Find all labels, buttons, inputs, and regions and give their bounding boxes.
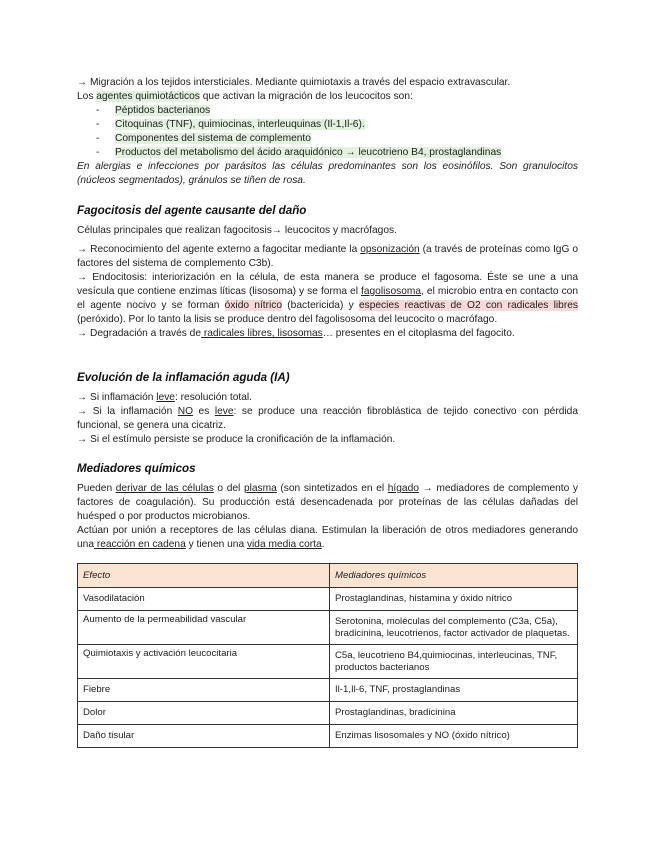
allergy-note: En alergias e infecciones por parásitos las células predominantes son los eosinófilos. Son granulocitos (núcleos segmentados), gránulos se tiñen de rosa. [77,161,578,186]
phago-endocytosis: → Endocitosis: interiorización en la célula, de esta manera se produce el fagosoma. Éste se une a una vesícula que contiene enzimas líticas (lisosoma) y se forma el fagolisosoma, el microbio entra en contacto con el agente nocivo y se forman óxido nítrico (bactericida) y especies reactivas de O2 con radicales libres (peróxido). Por lo tanto la lisis se produce dentro del fagolisosoma del leucocito o macrófago. [77,272,578,325]
phago-recognition: → Reconocimiento del agente externo a fagocitar mediante la opsonización (a través de proteínas como IgG o factores del sistema de complemento C3b). [77,244,578,269]
table-cell: Quimiotaxis y activación leucocitaria [78,645,330,679]
list-item: - Citoquinas (TNF), quimiocinas, interleuquinas (Il-1,Il-6). [77,118,578,132]
list-item: - Péptidos bacterianos [77,104,578,118]
header-efecto: Efecto [78,564,330,588]
table-cell: Prostaglandinas, histamina y óxido nítrico [330,588,578,611]
list-item: - Componentes del sistema de complemento [77,132,578,146]
evol-line-1: → Si inflamación leve: resolución total. [77,392,252,403]
intro-line-1: → Migración a los tejidos intersticiales. Mediante quimiotaxis a través del espacio extravascular. [77,77,511,88]
intro-section [77,76,578,188]
header-mediadores: Mediadores químicos [330,564,578,588]
phago-degradation: → Degradación a través de radicales libres, lisosomas… presentes en el citoplasma del fagocito. [77,328,515,339]
highlight-agentes: agentes quimiotácticos [96,91,200,102]
table-row [78,588,578,611]
table-row [78,725,578,748]
phago-cells: Células principales que realizan fagocitosis→ leucocitos y macrófagos. [77,225,397,236]
heading-evolucion: Evolución de la inflamación aguda (IA) [77,371,290,384]
evol-section [77,391,578,447]
table-cell: Prostaglandinas, bradicinina [330,702,578,725]
med-paragraph-2: Actúan por unión a receptores de las células diana. Estimulan la liberación de otros mediadores generando una reacción en cadena y tienen una vida media corta. [77,525,578,550]
phago-section [77,224,578,341]
list-item: - Productos del metabolismo del ácido araquidónico → leucotrieno B4, prostaglandinas [77,146,578,160]
heading-fagocitosis: Fagocitosis del agente causante del daño [77,204,307,217]
med-paragraph-1: Pueden derivar de las células o del plasma (son sintetizados en el hígado → mediadores de complemento y factores de coagulación). Su producción está desencadenada por proteínas de las células dañadas del huésped o por productos microbianos. [77,483,579,522]
evol-line-2: → Si la inflamación NO es leve: se produce una reacción fibroblástica de tejido conectivo con pérdida funcional, se genera una cicatriz. [77,406,579,431]
highlight-oxido-nitrico: óxido nítrico [224,300,283,311]
table-cell: Daño tisular [78,725,330,748]
highlight-especies-reactivas: especies reactivas de O2 con radicales libres [358,300,578,311]
table-row [78,645,578,679]
table-cell: Serotonina, moléculas del complemento (C3a, C5a), bradicinina, leucotrienos, factor activador de plaquetas. [330,611,578,645]
table-header-row [78,564,578,588]
table-cell: C5a, leucotrieno B4,quimiocinas, interleucinas, TNF, productos bacterianos [330,645,578,679]
intro-line-2-post: que activan la migración de los leucocitos son: [199,91,413,102]
evol-line-3: → Si el estímulo persiste se produce la cronificación de la inflamación. [77,434,396,445]
table-row [78,702,578,725]
mediators-table [77,563,578,748]
table-cell: Fiebre [78,679,330,702]
agents-list [77,104,578,160]
table-cell: Vasodilatación [78,588,330,611]
table-cell: Aumento de la permeabilidad vascular [78,611,330,645]
med-section [77,482,578,552]
heading-mediadores: Mediadores químicos [77,462,196,475]
table-row [78,611,578,645]
intro-line-2 [77,90,578,104]
intro-line-2-pre: Los [77,91,97,102]
table-row [78,679,578,702]
table-cell: Enzimas lisosomales y NO (óxido nítrico) [330,725,578,748]
table-cell: Dolor [78,702,330,725]
table-cell: Il-1,Il-6, TNF, prostaglandinas [330,679,578,702]
